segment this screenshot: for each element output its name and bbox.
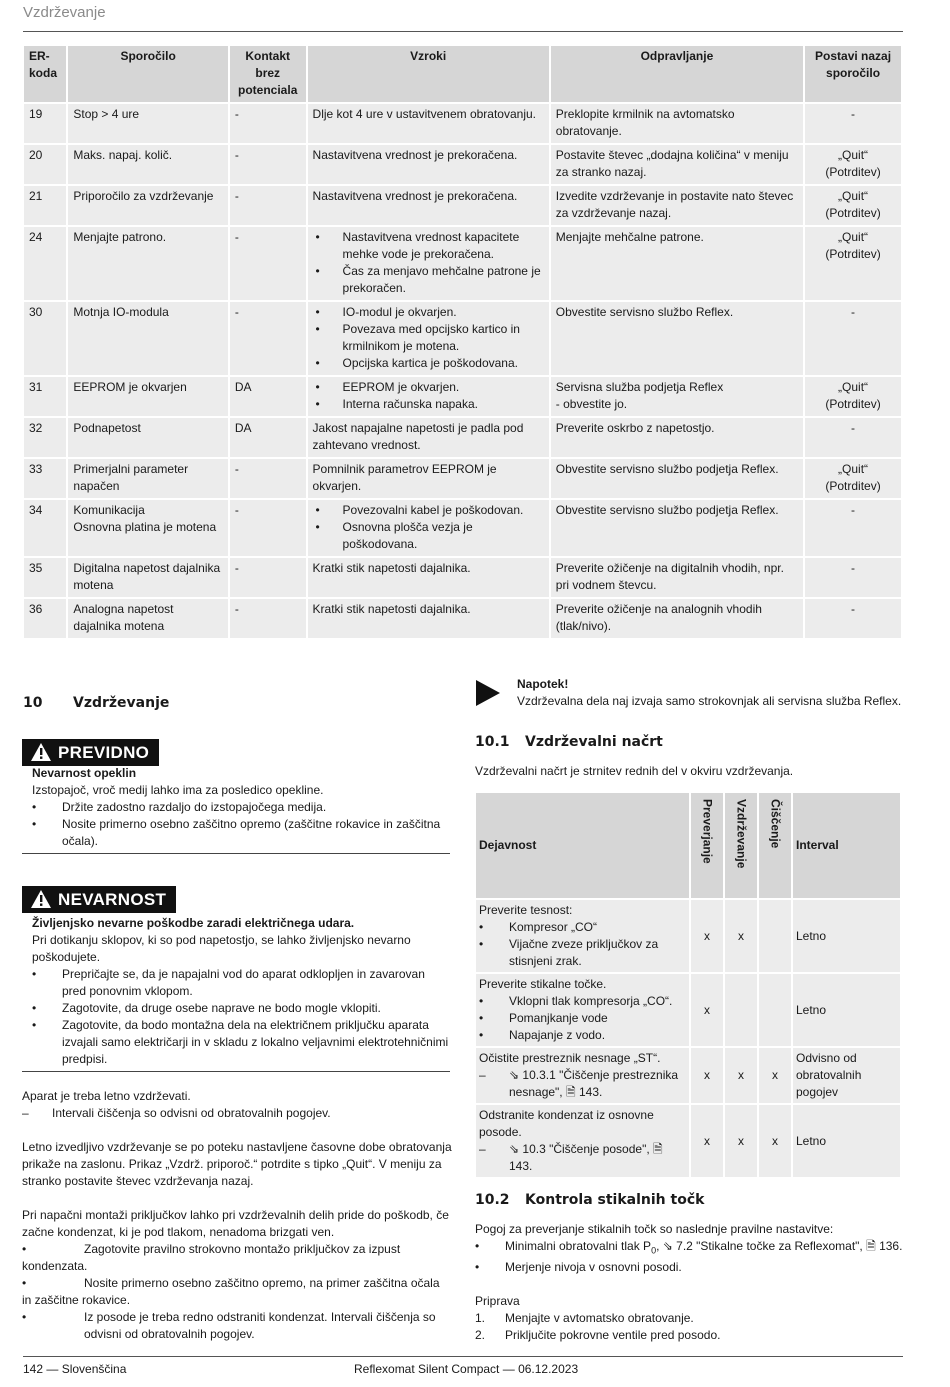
list-item: • Čas za menjavo mehčalne patrone je prekoračen. xyxy=(313,263,544,297)
danger-box xyxy=(22,886,450,1072)
list-item-text: , xyxy=(656,1239,663,1253)
message-cell: Maks. napaj. količ. xyxy=(68,145,227,184)
step-number: 1. xyxy=(475,1311,486,1326)
message-cell: Analogna napetost dajalnika motena xyxy=(68,599,227,638)
danger-text: Pri dotikanju sklopov, ki so pod napetostjo, se lahko življenjsko nevarno poškodujete. xyxy=(32,933,411,964)
check-mark: x xyxy=(691,1105,723,1177)
table-row xyxy=(24,186,901,225)
list-item-text: Iz posode je treba redno odstraniti kondenzat. Intervali čiščenja so odvisni od obratovalnih pogojev. xyxy=(84,1310,436,1341)
list-item: • Pomanjkanje vode xyxy=(479,1010,686,1027)
table-row xyxy=(24,459,901,498)
list-item: – ⇘ 10.3 "Čiščenje posode", 🗎 143. xyxy=(479,1141,686,1175)
list-item: – ⇘ 10.3.1 "Čiščenje prestreznika nesnage", 🗎 143. xyxy=(479,1067,686,1101)
step-number: 2. xyxy=(475,1328,486,1343)
maintenance-plan-table xyxy=(474,791,902,1179)
activity-cell xyxy=(476,1105,689,1177)
cleaning-mark xyxy=(759,900,791,972)
cross-reference-link[interactable]: 10.3.1 "Čiščenje prestreznika nesnage", xyxy=(509,1068,679,1099)
remedy-cell: Menjajte mehčalne patrone. xyxy=(551,227,803,300)
remedy-cell: Izvedite vzdrževanje in postavite nato števec za vzdrževanje nazaj. xyxy=(551,186,803,225)
list-item-text: Nosite primerno osebno zaščitno opremo, na primer zaščitna očala in zaščitne rokavice. xyxy=(22,1276,440,1307)
message-cell: Komunikacija Osnovna platina je motena xyxy=(68,500,227,556)
page-number: 143 xyxy=(578,1085,599,1099)
list-item: • EEPROM je okvarjen. xyxy=(313,379,544,396)
caution-rule xyxy=(22,853,450,854)
list-item: • Kompresor „CO“ xyxy=(479,919,686,936)
subscript: 0 xyxy=(651,1245,657,1256)
page-number: 143 xyxy=(509,1159,530,1173)
col-header-check-label: Preverjanje xyxy=(700,799,715,864)
section-10-2-body xyxy=(475,1221,903,1344)
table-row xyxy=(476,974,900,1046)
table-row xyxy=(24,145,901,184)
error-code-cell: 35 xyxy=(24,558,66,597)
contact-cell: DA xyxy=(230,377,306,416)
col-header-code: ER-koda xyxy=(24,46,66,102)
table-header-row xyxy=(476,793,900,898)
causes-list xyxy=(313,379,544,413)
error-code-cell: 34 xyxy=(24,500,66,556)
footer-doc: Reflexomat Silent Compact — 06.12.2023 xyxy=(354,1362,579,1376)
list-item: • Povezovalni kabel je poškodovan. xyxy=(313,502,544,519)
col-header-maintenance-label: Vzdrževanje xyxy=(734,799,749,869)
play-arrow-icon xyxy=(476,680,500,706)
danger-label: NEVARNOST xyxy=(58,889,167,909)
reset-cell: „Quit“ (Potrditev) xyxy=(805,145,901,184)
caution-text: Izstopajoč, vroč medij lahko ima za posledico opekline. xyxy=(32,783,324,797)
causes-cell xyxy=(308,500,549,556)
list-item xyxy=(475,1327,903,1344)
cross-reference-icon: ⇘ xyxy=(662,1239,677,1253)
section-number: 10.2 xyxy=(475,1192,510,1208)
check-mark: x xyxy=(691,1048,723,1103)
remedy-cell: Preverite oskrbo z napetostjo. xyxy=(551,418,803,457)
list-item: • Vklopni tlak kompresorja „CO“. xyxy=(479,993,686,1010)
interval-cell: Odvisno od obratovalnih pogojev xyxy=(793,1048,900,1103)
list-item: • Zagotovite pravilno strokovno montažo priključkov za izpust kondenzata. xyxy=(22,1242,401,1273)
page-icon: 🗎 xyxy=(866,1239,880,1253)
prep-title: Priprava xyxy=(475,1294,520,1309)
section-10-1-heading xyxy=(475,734,663,751)
page-icon: 🗎 xyxy=(653,1142,663,1156)
activity-cell xyxy=(476,1048,689,1103)
remedy-cell: Preklopite krmilnik na avtomatsko obratovanje. xyxy=(551,104,803,143)
message-cell: Priporočilo za vzdrževanje xyxy=(68,186,227,225)
activity-text: Odstranite kondenzat iz osnovne posode. xyxy=(479,1108,654,1139)
condensate-list xyxy=(22,1241,452,1343)
step-text: Priključite pokrovne ventile pred posodo. xyxy=(505,1328,721,1343)
causes-cell: Pomnilnik parametrov EEPROM je okvarjen. xyxy=(308,459,549,498)
section-number: 10.1 xyxy=(475,734,510,750)
contact-cell: - xyxy=(230,186,306,225)
section-title: Vzdrževanje xyxy=(73,695,170,711)
danger-badge xyxy=(22,886,176,913)
note-title: Napotek! xyxy=(517,677,569,691)
table-row xyxy=(24,104,901,143)
dash-list xyxy=(22,1105,452,1122)
warning-triangle-icon xyxy=(30,742,52,762)
cleaning-mark xyxy=(759,974,791,1046)
interval-cell: Letno xyxy=(793,974,900,1046)
activity-list xyxy=(479,993,686,1044)
page-number: 136 xyxy=(879,1239,900,1253)
maintenance-mark: x xyxy=(725,900,757,972)
col-header-cleaning-label: Čiščenje xyxy=(768,799,783,849)
table-row xyxy=(24,500,901,556)
danger-list xyxy=(32,966,450,1068)
col-header-check xyxy=(691,793,723,898)
activity-ref-list xyxy=(479,1067,686,1101)
list-item xyxy=(475,1310,903,1327)
footer-rule xyxy=(23,1356,903,1357)
message-cell: Menjajte patrono. xyxy=(68,227,227,300)
message-cell: EEPROM je okvarjen xyxy=(68,377,227,416)
contact-cell: - xyxy=(230,558,306,597)
warning-triangle-icon xyxy=(30,889,52,909)
check-mark: x xyxy=(691,900,723,972)
list-item-text: Zagotovite pravilno strokovno montažo priključkov za izpust kondenzata. xyxy=(22,1242,401,1273)
interval-cell: Letno xyxy=(793,900,900,972)
remedy-cell: Preverite ožičenje na digitalnih vhodih, npr. pri vodnem števcu. xyxy=(551,558,803,597)
prep-steps xyxy=(475,1310,903,1344)
body-paragraph: Aparat je treba letno vzdrževati. xyxy=(22,1089,191,1103)
list-item: • Zagotovite, da druge osebe naprave ne bodo mogle vklopiti. xyxy=(32,1000,450,1017)
causes-list xyxy=(313,229,544,297)
causes-cell: Dlje kot 4 ure v ustavitvenem obratovanju. xyxy=(308,104,549,143)
col-header-message: Sporočilo xyxy=(68,46,227,102)
cleaning-mark: x xyxy=(759,1048,791,1103)
error-code-cell: 20 xyxy=(24,145,66,184)
col-header-causes: Vzroki xyxy=(308,46,549,102)
contact-cell: - xyxy=(230,227,306,300)
remedy-cell: Obvestite servisno službo podjetja Reflex. xyxy=(551,459,803,498)
reset-cell: „Quit“ (Potrditev) xyxy=(805,377,901,416)
reset-cell: „Quit“ (Potrditev) xyxy=(805,459,901,498)
contact-cell: - xyxy=(230,302,306,375)
maintenance-mark xyxy=(725,974,757,1046)
section-title: Kontrola stikalnih točk xyxy=(525,1192,705,1208)
cross-reference-link[interactable]: 7.2 "Stikalne točke za Reflexomat", xyxy=(676,1239,867,1253)
table-row xyxy=(476,1105,900,1177)
maintenance-mark: x xyxy=(725,1105,757,1177)
contact-cell: - xyxy=(230,145,306,184)
activity-text: Preverite tesnost: xyxy=(479,903,573,917)
reset-cell: - xyxy=(805,302,901,375)
causes-list xyxy=(313,304,544,372)
settings-list xyxy=(475,1238,903,1276)
table-row xyxy=(476,900,900,972)
list-item: • Minimalni obratovalni tlak $P_0$, ⇘ 7.2 "Stikalne točke za Reflexomat", 🗎 136. xyxy=(475,1238,903,1259)
remedy-cell: Preverite ožičenje na analognih vhodih (tlak/nivo). xyxy=(551,599,803,638)
message-cell: Primerjalni parameter napačen xyxy=(68,459,227,498)
causes-cell xyxy=(308,377,549,416)
remedy-cell: Obvestite servisno službo podjetja Reflex. xyxy=(551,500,803,556)
table-row xyxy=(24,227,901,300)
col-header-interval: Interval xyxy=(793,793,900,898)
causes-list xyxy=(313,502,544,553)
danger-rule xyxy=(22,1071,450,1072)
remedy-cell: Postavite števec „dodajna količina“ v meniju za stranko nazaj. xyxy=(551,145,803,184)
list-item: • Napajanje z vodo. xyxy=(479,1027,686,1044)
list-item: – Intervali čiščenja so odvisni od obratovalnih pogojev. xyxy=(22,1105,452,1122)
caution-badge xyxy=(22,739,159,766)
reset-cell: - xyxy=(805,104,901,143)
note-content xyxy=(517,676,902,710)
step-text: Menjajte v avtomatsko obratovanje. xyxy=(505,1311,694,1326)
list-item: • Merjenje nivoja v osnovni posodi. xyxy=(475,1259,903,1276)
list-item: • Držite zadostno razdaljo do izstopajočega medija. xyxy=(32,799,450,816)
list-item: • Osnovna plošča vezja je poškodovana. xyxy=(313,519,544,553)
col-header-cleaning xyxy=(759,793,791,898)
message-cell: Stop > 4 ure xyxy=(68,104,227,143)
activity-cell xyxy=(476,900,689,972)
table-row xyxy=(24,377,901,416)
error-code-cell: 21 xyxy=(24,186,66,225)
error-code-cell: 32 xyxy=(24,418,66,457)
causes-cell: Nastavitvena vrednost je prekoračena. xyxy=(308,186,549,225)
causes-cell: Kratki stik napetosti dajalnika. xyxy=(308,599,549,638)
page-icon: 🗎 xyxy=(565,1085,579,1099)
running-header: Vzdrževanje xyxy=(23,4,106,21)
error-code-cell: 33 xyxy=(24,459,66,498)
error-code-table xyxy=(22,44,903,640)
remedy-cell: Obvestite servisno službo Reflex. xyxy=(551,302,803,375)
section-10-2-heading xyxy=(475,1192,704,1209)
maintenance-body xyxy=(22,1088,452,1343)
table-row xyxy=(24,599,901,638)
section-number: 10 xyxy=(23,695,43,711)
activity-text: Očistite prestreznik nesnage „ST“. xyxy=(479,1051,661,1065)
footer-page: 142 — Slovenščina xyxy=(23,1362,127,1376)
table-row xyxy=(24,558,901,597)
col-header-contact: Kontakt brez potenciala xyxy=(230,46,306,102)
list-item: • Nosite primerno osebno zaščitno opremo, na primer zaščitna očala in zaščitne rokavice. xyxy=(22,1276,440,1307)
message-cell: Motnja IO-modula xyxy=(68,302,227,375)
list-item: • IO-modul je okvarjen. xyxy=(313,304,544,321)
error-code-cell: 31 xyxy=(24,377,66,416)
list-item: • Iz posode je treba redno odstraniti kondenzat. Intervali čiščenja so odvisni od obratovalnih pogojev. xyxy=(22,1310,436,1341)
list-item: • Interna računska napaka. xyxy=(313,396,544,413)
table-row xyxy=(476,1048,900,1103)
causes-cell xyxy=(308,227,549,300)
list-item: • Zagotovite, da bodo montažna dela na električnem priključku aparata izvajali samo električarji in v skladu z lokalno veljavnimi elektrotehničnimi predpisi. xyxy=(32,1017,450,1068)
causes-cell xyxy=(308,302,549,375)
caution-list xyxy=(32,799,450,850)
header-rule xyxy=(23,31,903,32)
cross-reference-icon: ⇘ xyxy=(509,1068,523,1082)
reset-cell: - xyxy=(805,558,901,597)
section-10-heading xyxy=(23,695,169,712)
cleaning-mark: x xyxy=(759,1105,791,1177)
col-header-maintenance xyxy=(725,793,757,898)
reset-cell: - xyxy=(805,500,901,556)
caution-label: PREVIDNO xyxy=(58,742,150,762)
caution-box xyxy=(22,739,450,854)
note-text: Vzdrževalna dela naj izvaja samo strokovnjak ali servisna služba Reflex. xyxy=(517,694,902,708)
note-box xyxy=(476,678,500,706)
error-code-cell: 36 xyxy=(24,599,66,638)
section-10-2-intro: Pogoj za preverjanje stikalnih točk so naslednje pravilne nastavitve: xyxy=(475,1222,834,1236)
list-item: • Povezava med opcijsko kartico in krmilnikom je motena. xyxy=(313,321,544,355)
reset-cell: - xyxy=(805,418,901,457)
contact-cell: DA xyxy=(230,418,306,457)
danger-heading: Življenjsko nevarne poškodbe zaradi električnega udara. xyxy=(32,916,355,930)
section-10-1-intro: Vzdrževalni načrt je strnitev rednih del v okviru vzdrževanja. xyxy=(475,764,794,778)
list-item: • Nastavitvena vrednost kapacitete mehke vode je prekoračena. xyxy=(313,229,544,263)
causes-cell: Nastavitvena vrednost je prekoračena. xyxy=(308,145,549,184)
body-paragraph: Letno izvedljivo vzdrževanje se po poteku nastavljene časovne dobe obratovanja prikaže na zaslonu. Prikaz „Vzdrž. priporoč.“ potrdite s tipko „Quit“. V meniju za stranko postavite števec vzdrževanja nazaj. xyxy=(22,1140,452,1188)
contact-cell: - xyxy=(230,459,306,498)
list-item: • Opcijska kartica je poškodovana. xyxy=(313,355,544,372)
list-item: • Prepričajte se, da je napajalni vod do aparat odklopljen in zavarovan pred ponovnim vklopom. xyxy=(32,966,450,1000)
error-code-cell: 19 xyxy=(24,104,66,143)
col-header-remedy: Odpravljanje xyxy=(551,46,803,102)
message-cell: Podnapetost xyxy=(68,418,227,457)
col-header-reset: Postavi nazaj sporočilo xyxy=(805,46,901,102)
causes-cell: Jakost napajalne napetosti je padla pod zahtevano vrednost. xyxy=(308,418,549,457)
reset-cell: „Quit“ (Potrditev) xyxy=(805,227,901,300)
section-title: Vzdrževalni načrt xyxy=(525,734,663,750)
contact-cell: - xyxy=(230,599,306,638)
col-header-activity: Dejavnost xyxy=(476,793,689,898)
maintenance-mark: x xyxy=(725,1048,757,1103)
reset-cell: „Quit“ (Potrditev) xyxy=(805,186,901,225)
remedy-cell: Servisna služba podjetja Reflex - obvestite jo. xyxy=(551,377,803,416)
list-item-text: Minimalni obratovalni tlak P xyxy=(505,1239,652,1253)
body-paragraph: Pri napačni montaži priključkov lahko pri vzdrževalnih delih pride do poškodb, če začne kondenzat, ki je pod tlakom, nenadoma brizgati ven. xyxy=(22,1208,449,1239)
message-cell: Digitalna napetost dajalnika motena xyxy=(68,558,227,597)
activity-list xyxy=(479,919,686,970)
error-code-cell: 24 xyxy=(24,227,66,300)
contact-cell: - xyxy=(230,104,306,143)
check-mark: x xyxy=(691,974,723,1046)
table-header-row xyxy=(24,46,901,102)
list-item: • Nosite primerno osebno zaščitno opremo (zaščitne rokavice in zaščitna očala). xyxy=(32,816,450,850)
activity-text: Preverite stikalne točke. xyxy=(479,977,607,991)
contact-cell: - xyxy=(230,500,306,556)
table-row xyxy=(24,302,901,375)
cross-reference-link[interactable]: 10.3 "Čiščenje posode", xyxy=(522,1142,653,1156)
cross-reference-icon: ⇘ xyxy=(509,1142,523,1156)
causes-cell: Kratki stik napetosti dajalnika. xyxy=(308,558,549,597)
activity-ref-list xyxy=(479,1141,686,1175)
table-row xyxy=(24,418,901,457)
activity-cell xyxy=(476,974,689,1046)
reset-cell: - xyxy=(805,599,901,638)
interval-cell: Letno xyxy=(793,1105,900,1177)
caution-heading: Nevarnost opeklin xyxy=(32,766,137,780)
error-code-cell: 30 xyxy=(24,302,66,375)
list-item: • Vijačne zveze priključkov za stisnjeni zrak. xyxy=(479,936,686,970)
